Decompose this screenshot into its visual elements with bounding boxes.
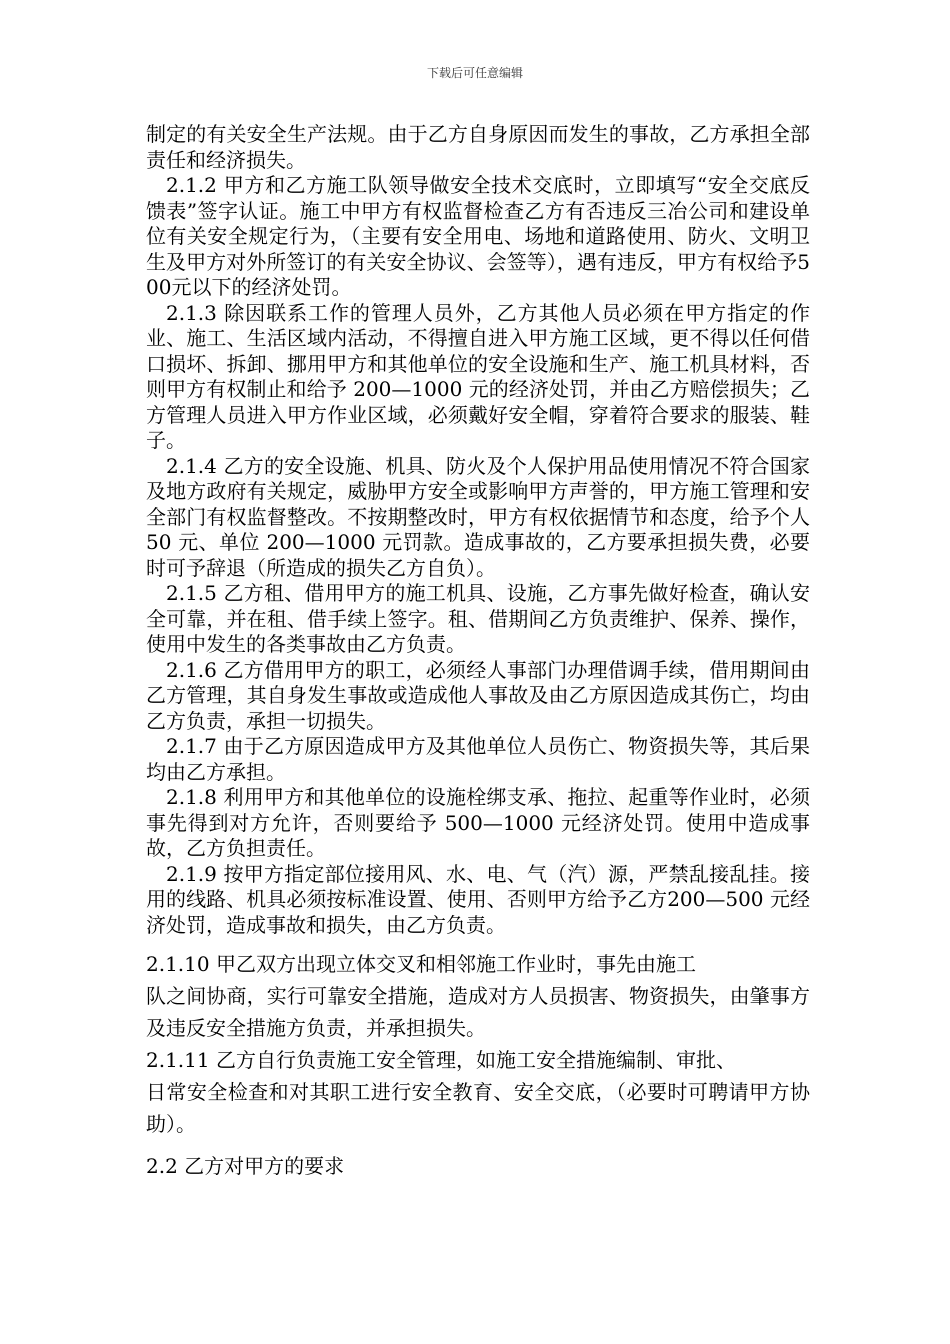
section-heading-2-2: 2.2 乙方对甲方的要求 [146, 1154, 345, 1178]
paragraph-2-1-6: 2.1.6 乙方借用甲方的职工，必须经人事部门办理借调手续，借用期间由乙方管理，其自身发生事故或造成他人事故及由乙方原因造成其伤亡，均由乙方负责，承担一切损失。 [146, 657, 810, 733]
page-header: 下载后可任意编辑 [426, 66, 523, 80]
paragraph-2-1-3: 2.1.3 除因联系工作的管理人员外，乙方其他人员必须在甲方指定的作业、施工、生活区域内活动，不得擅自进入甲方施工区域，更不得以任何借口损坏、拆卸、挪用甲方和其他单位的安全设施和生产、施工机具材料，否则甲方有权制止和给予 200—1000 元的经济处罚，并由乙方赔偿损失；乙方管理人员进入甲方作业区域，必须戴好安全帽，穿着符合要求的服装、鞋子。 [146, 300, 810, 452]
paragraph-2-1-1-continued: 制定的有关安全生产法规。由于乙方自身原因而发生的事故，乙方承担全部责任和经济损失。 [146, 122, 810, 172]
paragraph-2-1-4: 2.1.4 乙方的安全设施、机具、防火及个人保护用品使用情况不符合国家及地方政府有关规定，威胁甲方安全或影响甲方声誉的，甲方施工管理和安全部门有权监督整改。不按期整改时，甲方有权依据情节和态度，给予个人 50 元、单位 200—1000 元罚款。造成事故的，乙方要承担损失费，必要时可予辞退（所造成的损失乙方自负）。 [146, 453, 810, 580]
paragraph-2-1-7: 2.1.7 由于乙方原因造成甲方及其他单位人员伤亡、物资损失等，其后果均由乙方承担。 [146, 734, 810, 784]
paragraph-2-1-9: 2.1.9 按甲方指定部位接用风、水、电、气（汽）源，严禁乱接乱挂。接用的线路、机具必须按标准设置、使用、否则甲方给予乙方200—500 元经济处罚，造成事故和损失，由乙方负责。 [146, 861, 810, 937]
paragraph-2-1-10-rest: 队之间协商，实行可靠安全措施，造成对方人员损害、物资损失，由肇事方及违反安全措施方负责，并承担损失。 [146, 984, 810, 1040]
paragraph-2-1-10-first-line: 2.1.10 甲乙双方出现立体交叉和相邻施工作业时，事先由施工 [146, 952, 696, 976]
paragraph-2-1-8: 2.1.8 利用甲方和其他单位的设施栓绑支承、拖拉、起重等作业时，必须事先得到对方允许，否则要给予 500—1000 元经济处罚。使用中造成事故，乙方负担责任。 [146, 785, 810, 860]
paragraph-2-1-5: 2.1.5 乙方租、借用甲方的施工机具、设施，乙方事先做好检查，确认安全可靠，并在租、借手续上签字。租、借期间乙方负责维护、保养、操作，使用中发生的各类事故由乙方负责。 [146, 581, 810, 656]
paragraph-2-1-11-first-line: 2.1.11 乙方自行负责施工安全管理，如施工安全措施编制、审批、 [146, 1048, 736, 1072]
paragraph-2-1-11-rest: 日常安全检查和对其职工进行安全教育、安全交底，（必要时可聘请甲方协助）。 [146, 1080, 810, 1136]
paragraph-2-1-2: 2.1.2 甲方和乙方施工队领导做安全技术交底时，立即填写“安全交底反馈表”签字认证。施工中甲方有权监督检查乙方有否违反三冶公司和建设单位有关安全规定行为，（主要有安全用电、场地和道路使用、防火、文明卫生及甲方对外所签订的有关安全协议、会签等），遇有违反，甲方有权给予500元以下的经济处罚。 [146, 173, 810, 299]
document-body [146, 122, 810, 1182]
